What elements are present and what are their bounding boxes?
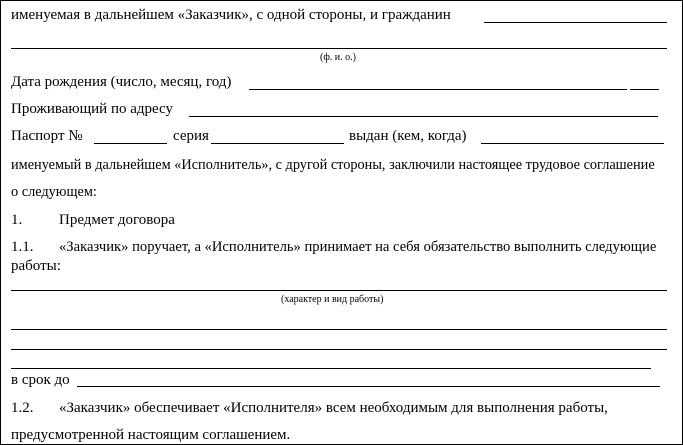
- fio-caption: (ф. и. о.): [320, 52, 356, 63]
- address-blank: [189, 116, 658, 117]
- passport-series-label: серия: [173, 128, 209, 144]
- item-1-1-text-continued: работы:: [11, 258, 61, 274]
- contract-intro-text: именуемая в дальнейшем «Заказчик», с одной стороны, и гражданин: [11, 7, 451, 23]
- citizen-name-blank: [484, 22, 667, 23]
- item-1-1-number: 1.1.: [11, 239, 34, 255]
- birth-date-label: Дата рождения (число, месяц, год): [11, 74, 232, 90]
- work-description-blank-2: [11, 329, 667, 330]
- term-blank: [77, 386, 660, 387]
- passport-number-label: Паспорт №: [11, 128, 83, 144]
- birth-date-blank: [249, 89, 627, 90]
- item-1-1-text: «Заказчик» поручает, а «Исполнитель» принимает на себя обязательство выполнить следующие: [59, 239, 657, 255]
- passport-number-blank: [94, 143, 167, 144]
- work-description-blank-3: [11, 349, 667, 350]
- work-caption: (характер и вид работы): [281, 294, 384, 305]
- following-text: о следующем:: [11, 184, 97, 200]
- work-description-blank: [11, 290, 667, 291]
- birth-date-blank-tail: [630, 89, 659, 90]
- item-1-2-number: 1.2.: [11, 400, 34, 416]
- passport-series-blank: [211, 143, 344, 144]
- contractor-text: именуемый в дальнейшем «Исполнитель», с другой стороны, заключили настоящее трудовое соглашение: [11, 157, 655, 173]
- term-label: в срок до: [11, 372, 70, 388]
- item-1-2-text: «Заказчик» обеспечивает «Исполнителя» всем необходимым для выполнения работы,: [59, 400, 608, 416]
- work-description-blank-4: [11, 368, 651, 369]
- address-label: Проживающий по адресу: [11, 101, 174, 117]
- passport-issued-blank: [481, 143, 664, 144]
- full-name-blank: [11, 48, 667, 49]
- section-1-number: 1.: [11, 212, 23, 228]
- item-1-2-text-continued: предусмотренной настоящим соглашением.: [11, 427, 291, 443]
- section-1-title: Предмет договора: [59, 212, 175, 228]
- passport-issued-label: выдан (кем, когда): [349, 128, 467, 144]
